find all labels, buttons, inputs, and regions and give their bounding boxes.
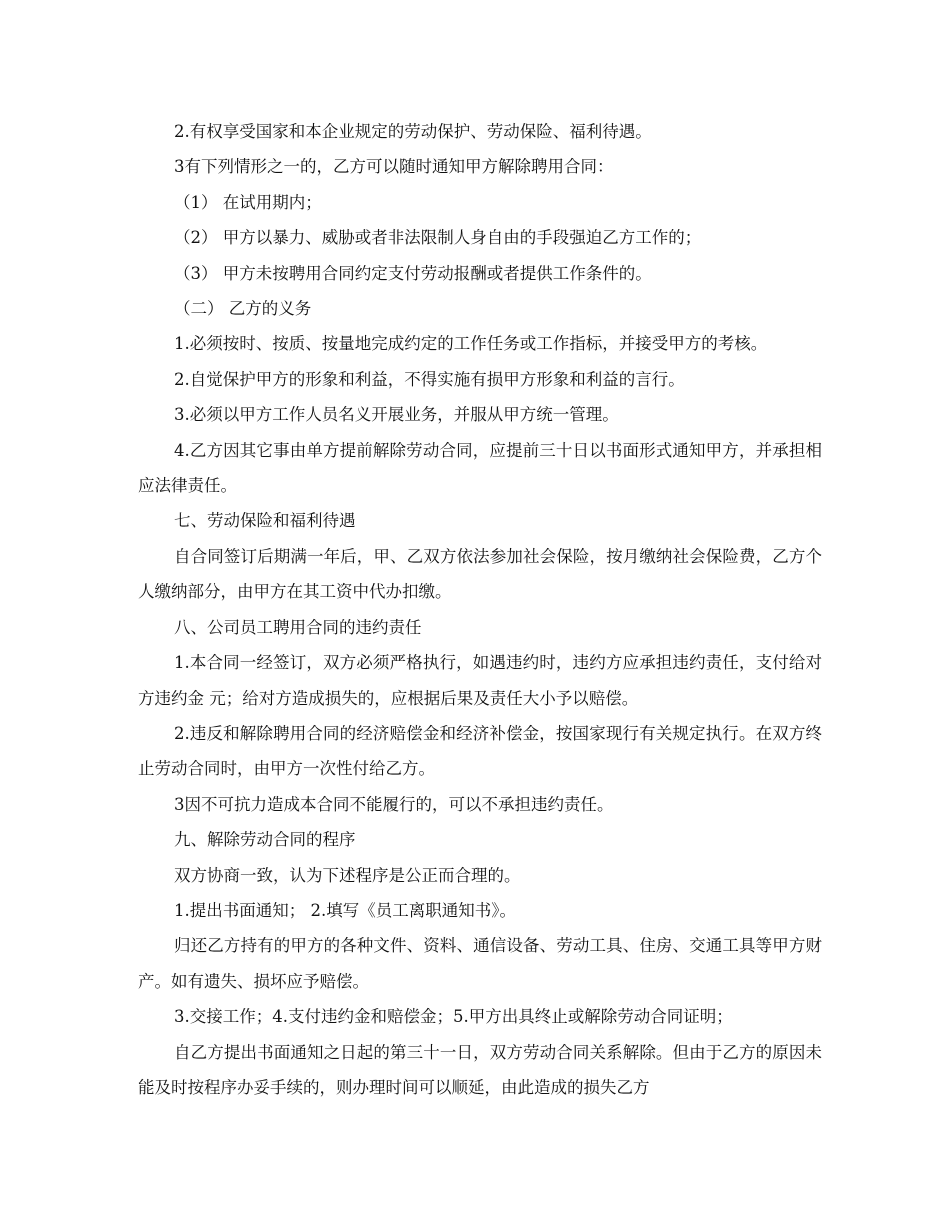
paragraph-liability-3: 3因不可抗力造成本合同不能履行的，可以不承担违约责任。: [174, 794, 614, 814]
paragraph-obligation-3: 3.必须以甲方工作人员名义开展业务，并服从甲方统一管理。: [174, 405, 619, 425]
paragraph-condition-1: （1） 在试用期内；: [174, 192, 322, 212]
paragraph-procedure-steps-1-2: 1.提出书面通知； 2.填写《员工离职通知书》。: [174, 900, 516, 920]
paragraph-liability-2: 2.违反和解除聘用合同的经济赔偿金和经济补偿金，按国家现行有关规定执行。在双方终止劳动合同时，由甲方一次性付给乙方。: [138, 723, 822, 779]
paragraph-procedure-steps-3-5: 3.交接工作；4.支付违约金和赔偿金；5.甲方出具终止或解除劳动合同证明；: [174, 1007, 733, 1027]
paragraph-termination-conditions: 3有下列情形之一的，乙方可以随时通知甲方解除聘用合同：: [174, 157, 614, 177]
paragraph-condition-3: （3） 甲方未按聘用合同约定支付劳动报酬或者提供工作条件的。: [174, 263, 652, 283]
paragraph-return-property: 归还乙方持有的甲方的各种文件、资料、通信设备、劳动工具、住房、交通工具等甲方财产。如有遗失、损坏应予赔偿。: [138, 936, 822, 991]
section-heading-insurance: 七、劳动保险和福利待遇: [174, 511, 356, 531]
paragraph-insurance: 自合同签订后期满一年后，甲、乙双方依法参加社会保险，按月缴纳社会保险费，乙方个人缴纳部分，由甲方在其工资中代办扣缴。: [138, 546, 822, 602]
paragraph-liability-1: 1.本合同一经签订，双方必须严格执行，如遇违约时，违约方应承担违约责任，支付给对方违约金 元；给对方造成损失的，应根据后果及责任大小予以赔偿。: [138, 653, 822, 708]
paragraph-termination-date: 自乙方提出书面通知之日起的第三十一日，双方劳动合同关系解除。但由于乙方的原因未能及时按程序办妥手续的，则办理时间可以顺延，由此造成的损失乙方: [138, 1042, 822, 1097]
paragraph-condition-2: （2） 甲方以暴力、威胁或者非法限制人身自由的手段强迫乙方工作的；: [174, 228, 702, 248]
section-heading-obligations: （二） 乙方的义务: [174, 299, 312, 319]
paragraph-procedure-intro: 双方协商一致，认为下述程序是公正而合理的。: [174, 865, 521, 885]
section-heading-liability: 八、公司员工聘用合同的违约责任: [174, 617, 422, 637]
paragraph-rights-2: 2.有权享受国家和本企业规定的劳动保护、劳动保险、福利待遇。: [174, 122, 652, 141]
paragraph-obligation-2: 2.自觉保护甲方的形象和利益，不得实施有损甲方形象和利益的言行。: [174, 369, 685, 389]
document-body: [138, 114, 822, 1105]
section-heading-procedure: 九、解除劳动合同的程序: [174, 830, 356, 850]
paragraph-obligation-4: 4.乙方因其它事由单方提前解除劳动合同，应提前三十日以书面形式通知甲方，并承担相应法律责任。: [138, 440, 822, 496]
paragraph-obligation-1: 1.必须按时、按质、按量地完成约定的工作任务或工作指标，并接受甲方的考核。: [174, 334, 768, 354]
